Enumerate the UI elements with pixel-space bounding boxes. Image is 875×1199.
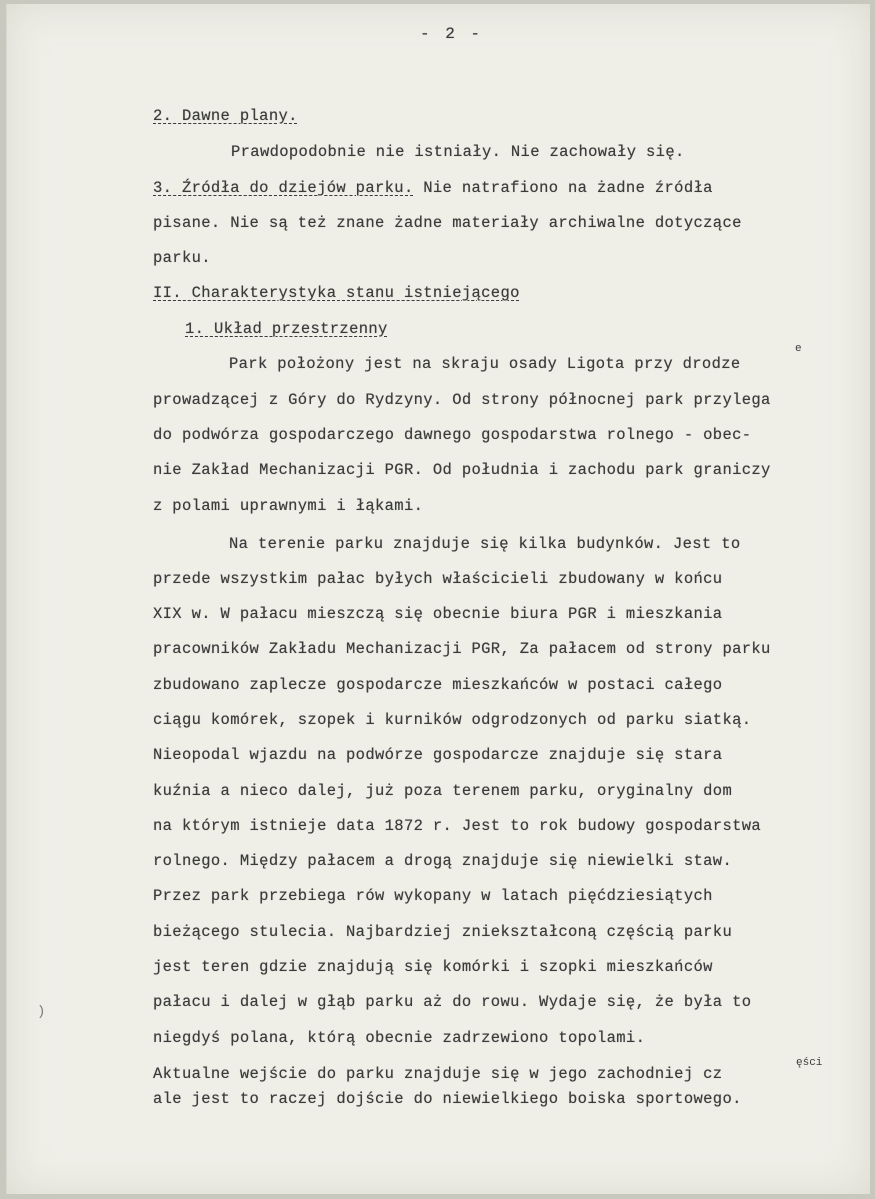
paragraph-2-line: Przez park przebiega rów wykopany w latach pięćdziesiątych bbox=[153, 887, 713, 905]
document-page bbox=[6, 4, 870, 1194]
paragraph-2-line: XIX w. W pałacu mieszczą się obecnie biura PGR i mieszkania bbox=[153, 605, 723, 623]
paragraph-2-line: ciągu komórek, szopek i kurników odgrodzonych od parku siatką. bbox=[153, 711, 752, 729]
paragraph-2-line: pracowników Zakładu Mechanizacji PGR, Za pałacem od strony parku bbox=[153, 640, 771, 658]
section-2-heading: 2. Dawne plany. bbox=[153, 107, 298, 125]
paragraph-2-line: na którym istnieje data 1872 r. Jest to rok budowy gospodarstwa bbox=[153, 817, 762, 835]
paragraph-1-line: Park położony jest na skraju osady Ligota przy drodze bbox=[229, 355, 741, 373]
page-number: - 2 - bbox=[420, 25, 484, 43]
paragraph-1-line: z polami uprawnymi i łąkami. bbox=[153, 497, 424, 515]
paragraph-2-line: Na terenie parku znajduje się kilka budynków. Jest to bbox=[229, 535, 741, 553]
margin-mark: ) bbox=[37, 1004, 46, 1020]
section-3-line-1 bbox=[153, 178, 713, 198]
paragraph-2-line: niegdyś polana, którą obecnie zadrzewiono topolami. bbox=[153, 1029, 646, 1047]
section-3-line-3: parku. bbox=[153, 249, 211, 267]
paragraph-2-line: Nieopodal wjazdu na podwórze gospodarcze znajduje się stara bbox=[153, 746, 723, 764]
paragraph-2-line: rolnego. Między pałacem a drogą znajduje się niewielki staw. bbox=[153, 852, 733, 870]
paragraph-2-line: pałacu i dalej w głąb parku aż do rowu. Wydaje się, że była to bbox=[153, 993, 752, 1011]
subsection-1-heading: 1. Układ przestrzenny bbox=[185, 320, 388, 338]
paragraph-1-line: prowadzącej z Góry do Rydzyny. Od strony północnej park przylega bbox=[153, 391, 771, 409]
paragraph-2-line: jest teren gdzie znajdują się komórki i szopki mieszkańców bbox=[153, 958, 713, 976]
paragraph-3-line: ale jest to raczej dojście do niewielkiego boiska sportowego. bbox=[153, 1090, 742, 1108]
paragraph-1-line: do podwórza gospodarczego dawnego gospodarstwa rolnego - obec- bbox=[153, 426, 752, 444]
paragraph-2-line: przede wszystkim pałac byłych właścicieli zbudowany w końcu bbox=[153, 570, 723, 588]
section-3-text: Nie natrafiono na żadne źródła bbox=[413, 179, 713, 197]
paragraph-2-line: zbudowano zaplecze gospodarcze mieszkańców w postaci całego bbox=[153, 676, 723, 694]
superscript-insert: ęści bbox=[796, 1057, 823, 1069]
section-3-heading: 3. Źródła do dziejów parku. bbox=[153, 179, 414, 197]
paragraph-2-line: bieżącego stulecia. Najbardziej zniekształconą częścią parku bbox=[153, 923, 733, 941]
correction-mark: e bbox=[795, 343, 802, 355]
section-3-line-2: pisane. Nie są też znane żadne materiały archiwalne dotyczące bbox=[153, 214, 742, 232]
section-2-text: Prawdopodobnie nie istniały. Nie zachowały się. bbox=[231, 143, 685, 161]
part-2-heading: II. Charakterystyka stanu istniejącego bbox=[153, 284, 520, 302]
paragraph-3-line: Aktualne wejście do parku znajduje się w jego zachodniej cz bbox=[153, 1065, 723, 1083]
paragraph-2-line: kuźnia a nieco dalej, już poza terenem parku, oryginalny dom bbox=[153, 782, 733, 800]
paragraph-1-line: nie Zakład Mechanizacji PGR. Od południa i zachodu park graniczy bbox=[153, 461, 771, 479]
